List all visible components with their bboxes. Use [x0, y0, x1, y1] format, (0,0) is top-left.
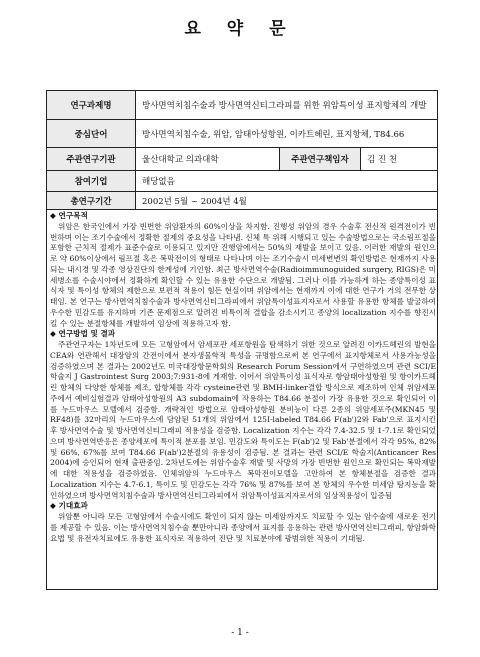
summary-body — [50, 211, 436, 544]
pi-value: 김 진 천 — [367, 155, 398, 165]
page-number: - 1 - — [231, 628, 249, 638]
document-title: 요 약 문 — [184, 19, 296, 39]
section-heading-purpose: ◆ 연구목적 — [50, 211, 88, 220]
keywords-value: 방사면역치침수술, 위암, 암태아성항원, 이카트헤린, 표지항체, T84.66 — [142, 129, 405, 140]
period-value: 2002년 5월 ~ 2004년 4월 — [142, 196, 247, 207]
section-text-effects: 위암뿐 아니라 모든 고형암에서 수술시에도 확인이 되지 않는 미세암까지도 치료할 수 있는 암수술에 새로운 전기를 제공할 수 있음. 이는 방사면역치침수술 뿐만아니라 종양에서 표지를 응용하는 관련 방사면역신티그래피, 항암화학요법 및 유전자치료에도 유용한 표식자로 적용하여 진단 및 치료분야에 광범위한 적용이 기대됨. — [50, 512, 436, 543]
row-org — [46, 147, 438, 170]
section-text-methods: 주관연구자는 1차년도에 모든 고형암에서 암세포관 세포항원을 탐색하기 위한 것으로 알려진 이카드헤린의 발현을 CEA와 연관해서 대장암의 간전이에서 분자생물학적 특성을 규명함으로써 본 연구에서 표지항체로서 사용가능성을 검증하였으며 본 결과는 2002년도 미국대장항문학회의 Research Forum Session에서 구연하였으며 관련 SCI/E 학술지 J Gastrointest Surg 2003;7:931-8에 게재함. 이어서 위암특이성 표식자로 항암태아성항원 및 항이카드헤린 항체의 다양한 항체를 제조, 합항체를 각각 cysteine관련 및 BMH-linker결합 방식으로 제조하여 인체 위암세포주에서 예비실험결과 암태아성항원의 A3 subdomain에 작용하는 T84.66 분절이 가장 유용한 것으로 확인되어 이를 누드마우스 모델에서 검증함. 개략적인 방법으로 암태아성항원 분비능이 다른 2종의 위암세포주(MKN45 및 RF48)를 32마리의 누드마우스에 담암된 51개의 위암에서 125I-labeled T84.66 F(ab')2와 Fab'으로 표지시킨 후 방사면역수술 및 방사면역신티그래피 적용성을 검증함. Localization 지수는 각각 7.4-32.5 및 1-7.1로 확인되었으며 방사면역반응은 종양세포에 특이적 분포를 보임. 민감도와 특이도는 F(ab')2 및 Fab'분절에서 각각 95%, 82% 및 66%, 67%를 보여 T84.66 F(ab')2분절의 유용성이 검증됨. 본 결과는 관련 SCI/E 학술지(Anticancer Res 2004)에 승인되어 현재 출판중임. 2차년도에는 위암수술후 재발 및 사망의 가장 빈번한 원인으로 확인되는 복막재발에 대한 적용성을 검증하였음. 인체위암의 누드마우스 복막전이모델을 고안하여 본 항체분절을 검증한 결과 Localization 지수는 4.7-6.1, 특이도 및 민감도는 각각 76% 및 87%를 보여 본 항체의 우수한 미세암 탐지능을 확인하였으며 방사면역치침수술과 방사면역신티그라피에서 위암특이성표지자로서의 임상적용성이 입증됨 — [50, 340, 436, 500]
row-period — [46, 191, 438, 210]
participant-value: 해당없음 — [142, 177, 175, 187]
org-value: 울산대학교 의과대학 — [142, 155, 219, 165]
period-label: 총연구기간 — [47, 192, 136, 209]
participant-label: 참여기업 — [47, 171, 136, 191]
section-heading-effects: ◆ 기대효과 — [50, 501, 88, 511]
pi-label: 주관연구책임자 — [279, 148, 361, 170]
keywords-label: 중심단어 — [47, 120, 136, 147]
org-label: 주관연구기관 — [47, 148, 136, 170]
project-label: 연구과제명 — [47, 91, 136, 119]
row-keywords — [46, 119, 438, 147]
project-value: 방사면역치침수술과 방사면역신티그라피를 위한 위암특이성 표지항체의 개발 — [142, 101, 427, 111]
row-participant — [46, 170, 438, 191]
section-heading-methods: ◆ 연구방법 및 결과 — [50, 329, 116, 339]
row-project — [46, 90, 438, 119]
section-text-purpose: 위암은 한국인에서 가장 빈번한 위암환자의 60%이상을 차지함. 진행성 위암의 경우 수술후 전신적 원격전이가 빈번하며 이는 조기수술에서 정확한 절제의 중요성을 나타냄. 신체 특 위해 시행되고 있는 수술방법으로는 국소림프절을 포함한 근치적 절제가 표준수술로 이용되고 있지만 진행암에서는 50%의 재발을 보이고 있음. 이러한 재발의 원인으로 약 60%이상에서 림프절 혹은 복막전이의 형태로 나타나며 이는 조기수술시 미세변변의 확인방법은 현재까지 사용되는 내시경 및 각종 영상진단의 한계성에 기인함. 최근 방사면역수술(Radioimmunoguided surgery, RIGS)은 미세병소를 수술시야에서 정확하게 확인할 수 있는 유용한 수단으로 개발됨. 그러나 이를 가능하게 하는 종양특이성 표식자 및 특이성 항체의 제한으로 보편적 적용이 힘든 현실이며 위암에서는 현재까지 이에 대한 연구가 거의 전무한 상태임. 본 연구는 방사면역치침수술과 방사면역신티그라피에서 위암특이성표지자로서 사용할 유용한 항체를 발굴하여 우수한 민감도를 유지하며 기존 문제점으로 알려진 비특이적 결합을 감소시키고 종양의 localization 지수를 향진시킬 수 있는 분절항체를 개발하여 임상에 적용하고자 함. — [50, 221, 436, 328]
